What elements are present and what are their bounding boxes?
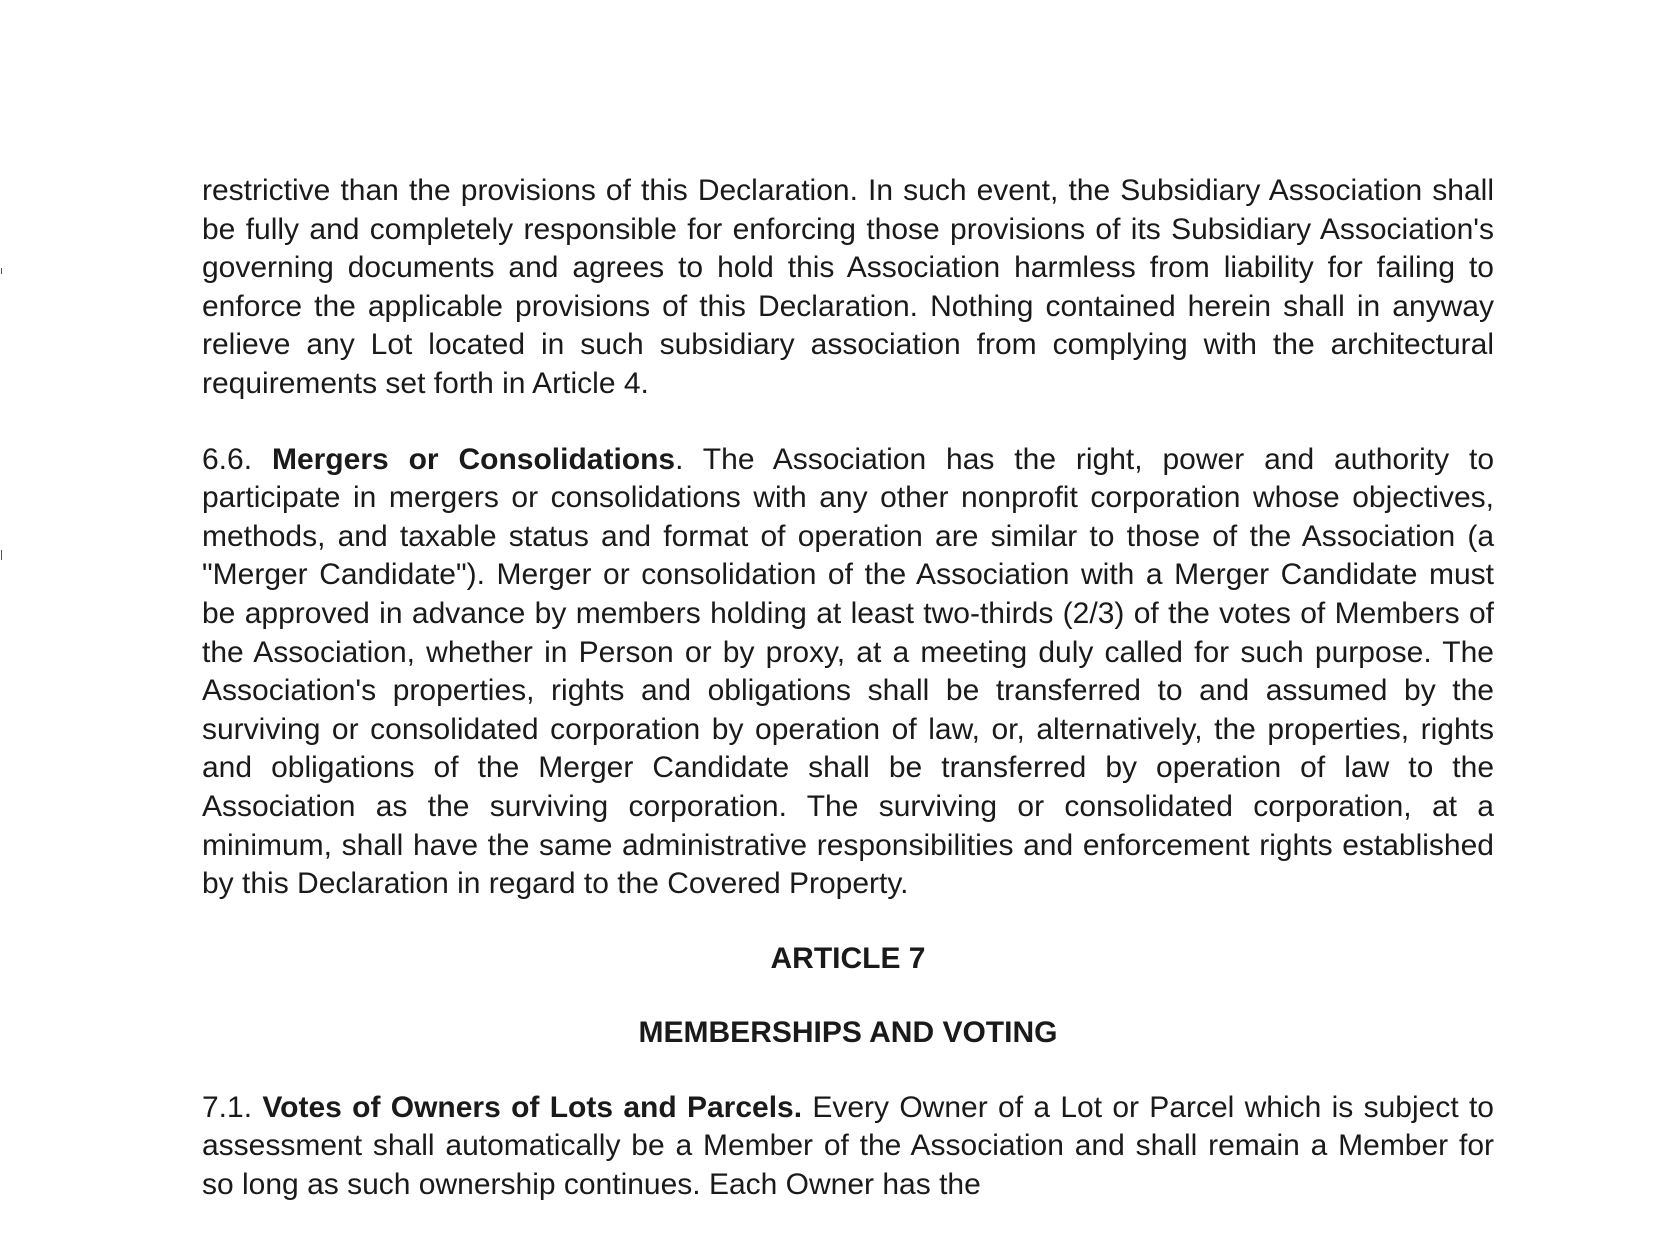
article-heading: ARTICLE 7 (770, 941, 926, 975)
section-number: 6.6. (202, 442, 253, 476)
section-title: Mergers or Consolidations (271, 442, 676, 476)
paragraph-subsidiary-association: restrictive than the provisions of this Declaration. In such event, the Subsidiary Association shall be fully and completely responsible for enforcing those provisions of its Subsidiary Association's governing documents and agrees to hold this Association harmless from liability for failing to enforce the applicable provisions of this Declaration. Nothing contained herein shall in anyway relieve any Lot located in such subsidiary association from complying with the architectural requirements set forth in Article 4. (202, 174, 1494, 400)
section-6-6 (202, 441, 1494, 904)
margin-mark (1, 268, 2, 274)
section-title: Votes of Owners of Lots and Parcels. (262, 1090, 803, 1124)
document-body (202, 172, 1494, 1205)
section-number: 7.1. (202, 1090, 253, 1124)
section-body: Every Owner of a Lot or Parcel which is subject to assessment shall automatically be a Member of the Association and shall remain a Member for so long as such ownership continues. Each Owner has the (202, 1090, 1494, 1202)
margin-mark (1, 550, 2, 560)
section-7-1 (202, 1089, 1494, 1205)
section-body: . The Association has the right, power and authority to participate in mergers or consolidations with any other nonprofit corporation whose objectives, methods, and taxable status and format of operation are similar to those of the Association (a "Merger Candidate"). Merger or consolidation of the Association with a Merger Candidate must be approved in advance by members holding at least two-thirds (2/3) of the votes of Members of the Association, whether in Person or by proxy, at a meeting duly called for such purpose. The Association's properties, rights and obligations shall be transferred to and assumed by the surviving or consolidated corporation by operation of law, or, alternatively, the properties, rights and obligations of the Merger Candidate shall be transferred by operation of law to the Association as the surviving corporation. The surviving or consolidated corporation, at a minimum, shall have the same administrative responsibilities and enforcement rights established by this Declaration in regard to the Covered Property. (202, 442, 1495, 901)
article-title: MEMBERSHIPS AND VOTING (638, 1016, 1058, 1050)
